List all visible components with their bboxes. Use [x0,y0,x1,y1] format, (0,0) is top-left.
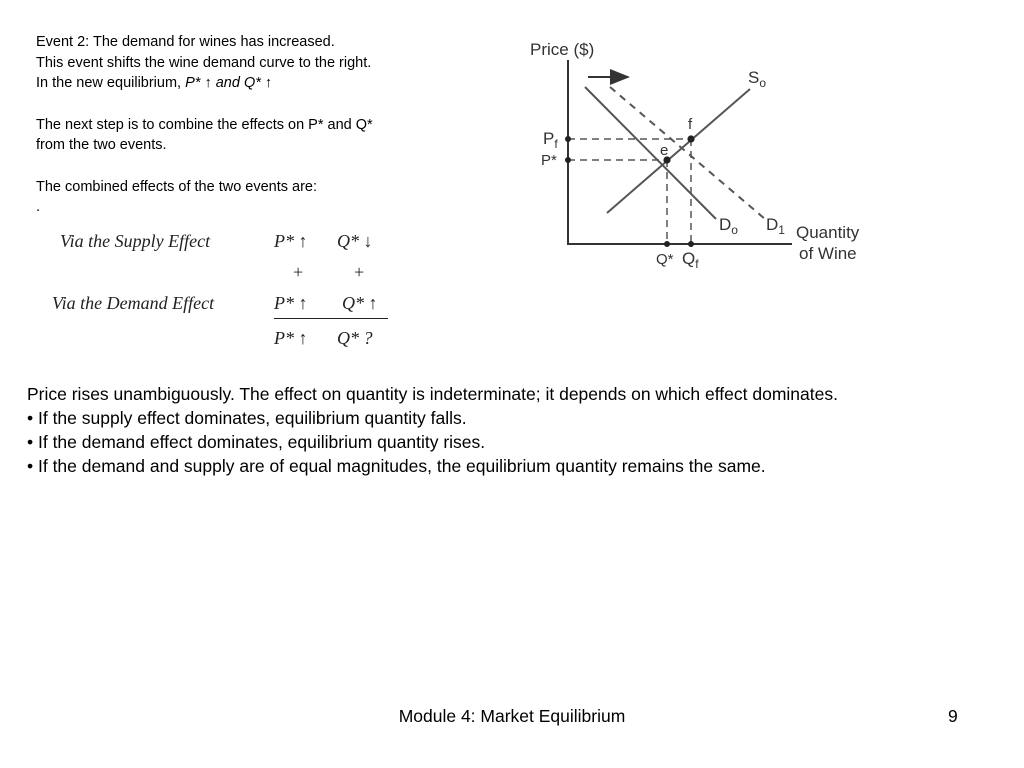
supply-effect-quantity: Q* ↓ [337,231,373,251]
qty-initial-tick [664,241,670,247]
effects-table [50,228,410,358]
point-initial-label: e [660,142,669,159]
equilibrium-prefix: In the new equilibrium, [36,75,186,91]
summary-bullet-supply: • If the supply effect dominates, equilibrium quantity falls. [27,408,467,428]
supply-effect-label: Via the Supply Effect [60,231,211,251]
supply-curve [607,89,750,213]
demand-curve-initial [585,87,716,219]
plus-quantity: + [354,262,365,282]
summary-bullet-equal: • If the demand and supply are of equal magnitudes, the equilibrium quantity remains the same. [27,456,766,476]
demand-effect-price: P* ↑ [274,293,308,313]
equilibrium-effect: P* ↑ and Q* ↑ [185,75,273,91]
combined-line: The combined effects of the two events are: [36,178,318,195]
y-axis-label: Price ($) [530,40,595,59]
demand-curve-new [610,87,765,219]
next-step-line-2: from the two events. [36,137,167,153]
summary-line: Price rises unambiguously. The effect on quantity is indeterminate; it depends on which effect dominates. [27,384,838,404]
price-initial-tick [565,157,571,163]
summary-bullet-demand: • If the demand effect dominates, equilibrium quantity rises. [27,432,486,452]
demand-effect-quantity: Q* ↑ [342,293,378,313]
dot-line: . [36,199,41,215]
event-line: Event 2: The demand for wines has increased. [36,34,335,50]
footer-title: Module 4: Market Equilibrium [398,706,626,726]
price-initial-label: P* [541,152,557,169]
shift-line: This event shifts the wine demand curve to the right. [36,54,372,71]
equilibrium-line [36,73,476,94]
x-axis-label-line2: of Wine [799,244,857,263]
equilibrium-point-new [687,135,694,142]
qty-new-label: $Q_f$ [682,249,699,271]
qty-initial-label: Q* [656,251,674,268]
price-new-tick [565,136,571,142]
supply-curve-label: $S_o$ [748,68,767,90]
summary-text [27,382,907,478]
result-quantity: Q* ? [337,328,373,348]
supply-demand-graph [520,30,880,280]
page-number: 9 [948,706,958,726]
supply-effect-price: P* ↑ [274,231,308,251]
price-new-label: $P_f$ [543,129,558,151]
intro-text [36,32,476,218]
next-step-line: The next step is to combine the effects on P* and Q* [36,116,373,133]
demand-new-label: $D_1$ [766,215,785,237]
demand-initial-label: $D_o$ [719,215,738,237]
point-new-label: f [688,116,693,133]
sum-rule [274,318,388,319]
qty-new-tick [688,241,694,247]
result-price: P* ↑ [274,328,308,348]
plus-price: + [293,262,304,282]
x-axis-label-line1: Quantity [796,223,860,242]
demand-effect-label: Via the Demand Effect [52,293,215,313]
